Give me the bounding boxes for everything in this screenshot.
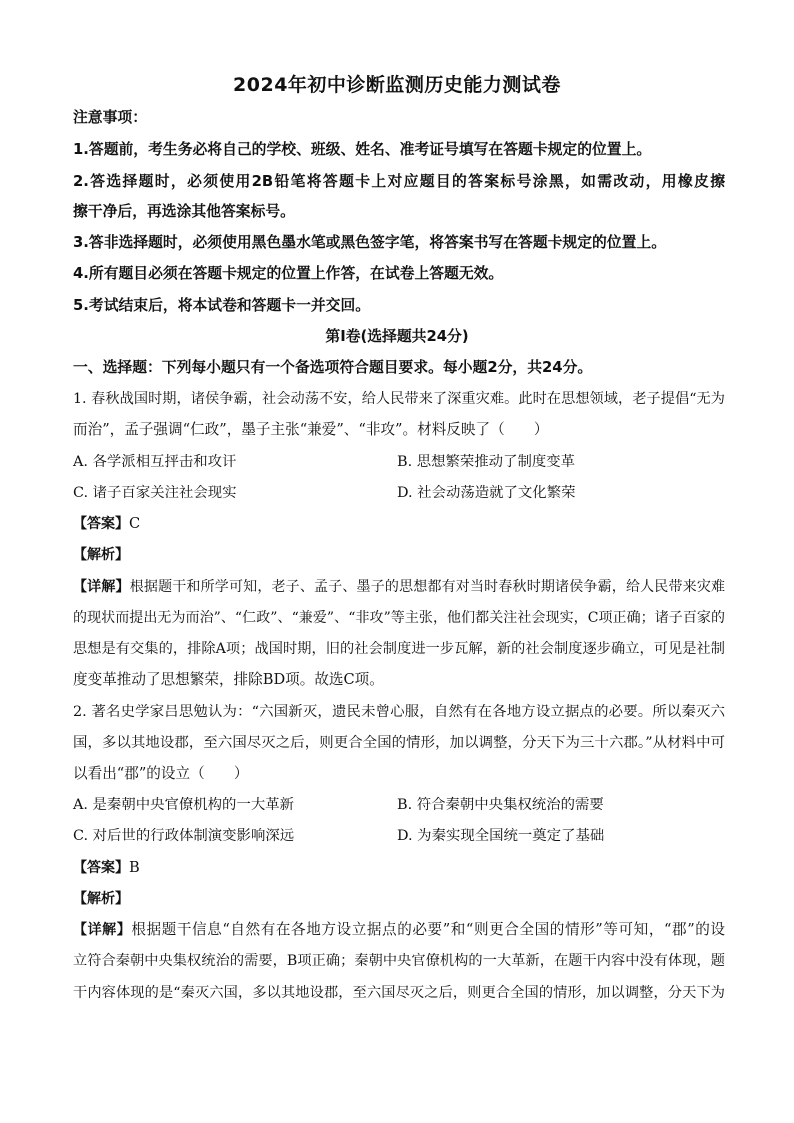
detail-text: 根据题干信息“自然有在各地方设立据点的必要”和“则更合全国的情形”等可知，“郡”的设	[131, 921, 726, 938]
detail-line: 立符合秦朝中央集权统治的需要，B项正确；秦朝中央官僚机构的一大革新，在题干内容中没有体现，题	[73, 953, 725, 969]
option-a: A. 各学派相互抨击和攻讦	[73, 454, 237, 470]
question-stem-line: 2. 著名史学家吕思勉认为：“六国新灭，遗民未曾心服，自然有在各地方设立据点的必要。所以秦灭六	[73, 704, 725, 720]
notice-item: 4.所有题目必须在答题卡规定的位置上作答，在试卷上答题无效。	[73, 265, 504, 282]
question-stem-line: 而治”，孟子强调“仁政”，墨子主张“兼爱”、“非攻”。材料反映了（ ）	[73, 421, 549, 438]
notice-item: 5.考试结束后，将本试卷和答题卡一并交回。	[73, 297, 371, 314]
detail-line: 思想是有交集的，排除A项；战国时期，旧的社会制度进一步瓦解，新的社会制度逐步确立，可见是社制	[73, 641, 725, 657]
detail-line: 度变革推动了思想繁荣，排除BD项。故选C项。	[73, 671, 384, 688]
option-d: D. 社会动荡造就了文化繁荣	[397, 485, 576, 501]
option-b: B. 思想繁荣推动了制度变革	[397, 454, 576, 470]
option-c: C. 对后世的行政体制演变影响深远	[73, 828, 295, 844]
detail-label: 【详解】	[73, 579, 130, 595]
answer-label: 【答案】	[73, 516, 129, 532]
question-stem-line: 1. 春秋战国时期，诸侯争霸，社会动荡不安，给人民带来了深重灾难。此时在思想领域，老子提倡“无为	[73, 391, 725, 407]
analysis-label-line	[73, 545, 725, 565]
notice-item: 3.答非选择题时，必须使用黑色墨水笔或黑色签字笔，将答案书写在答题卡规定的位置上。	[73, 234, 666, 251]
answer-line	[73, 858, 725, 878]
question-stem-line: 国，多以其地设郡，至六国尽灭之后，则更合全国的情形，加以调整，分天下为三十六郡。”从材料中可	[73, 735, 725, 751]
analysis-label-line	[73, 889, 725, 909]
detail-line: 的现状而提出无为而治”、“仁政”、“兼爱”、“非攻”等主张，他们都关注社会现实，C项正确；诸子百家的	[73, 610, 725, 626]
analysis-label: 【解析】	[73, 547, 129, 563]
page-title: 2024年初中诊断监测历史能力测试卷	[233, 74, 561, 96]
detail-label: 【详解】	[73, 922, 132, 938]
answer-value: B	[129, 859, 140, 876]
option-c: C. 诸子百家关注社会现实	[73, 485, 237, 501]
detail-line	[73, 920, 725, 940]
answer-label: 【答案】	[73, 860, 129, 876]
detail-line: 干内容体现的是“秦灭六国，多以其地设郡，至六国尽灭之后，则更合全国的情形，加以调整，分天下为	[73, 985, 725, 1001]
answer-value: C	[129, 515, 141, 532]
question-stem-line: 以看出“郡”的设立（ ）	[73, 765, 249, 782]
option-d: D. 为秦实现全国统一奠定了基础	[397, 828, 605, 844]
analysis-label: 【解析】	[73, 891, 129, 907]
notice-item: 2.答选择题时，必须使用2B铅笔将答题卡上对应题目的答案标号涂黑，如需改动，用橡皮擦	[73, 173, 725, 190]
detail-line	[73, 577, 725, 597]
section-heading: 一、选择题：下列每小题只有一个备选项符合题目要求。每小题2分，共24分。	[73, 359, 593, 376]
option-b: B. 符合秦朝中央集权统治的需要	[397, 797, 604, 813]
notice-heading: 注意事项：	[73, 109, 147, 126]
answer-line	[73, 514, 725, 534]
detail-text: 根据题干和所学可知，老子、孟子、墨子的思想都有对当时春秋时期诸侯争霸，给人民带来灾难	[129, 579, 726, 595]
notice-item: 1.答题前，考生务必将自己的学校、班级、姓名、准考证号填写在答题卡规定的位置上。	[73, 141, 652, 158]
option-a: A. 是秦朝中央官僚机构的一大革新	[73, 797, 295, 813]
notice-item: 擦干净后，再选涂其他答案标号。	[73, 203, 295, 220]
volume-title: 第Ⅰ卷(选择题共24分)	[325, 328, 469, 345]
